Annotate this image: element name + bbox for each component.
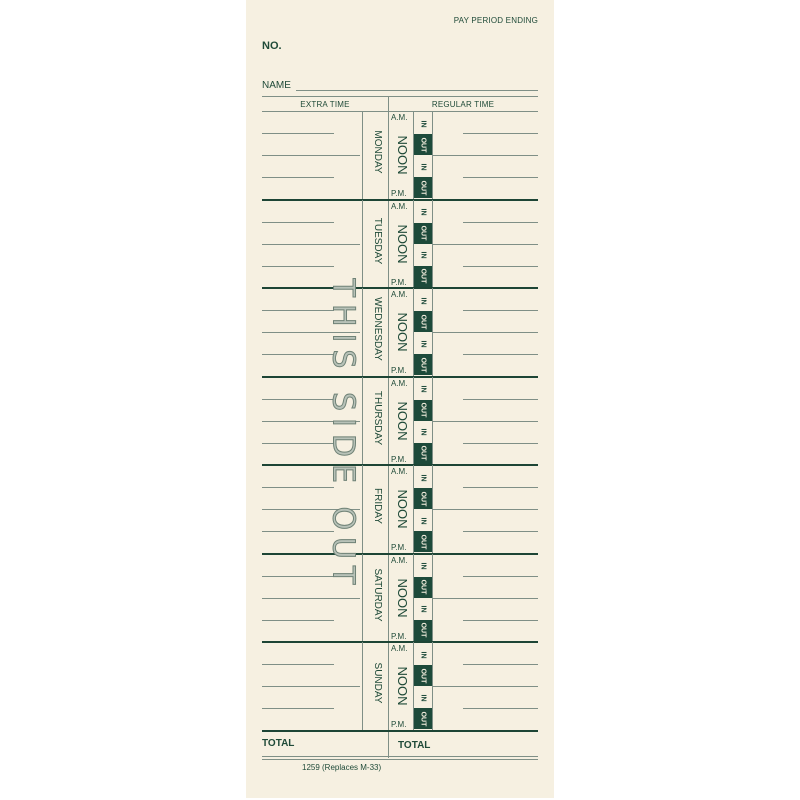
- day-label: WEDNESDAY: [372, 297, 383, 361]
- day-label: SATURDAY: [372, 568, 383, 621]
- day-row-friday: [246, 465, 554, 554]
- noon-label: NOON: [395, 578, 410, 617]
- regular-time-line[interactable]: [463, 664, 538, 665]
- out-slot: OUT: [414, 620, 432, 641]
- regular-time-line[interactable]: [463, 133, 538, 134]
- extra-time-header: EXTRA TIME: [300, 100, 350, 109]
- noon-label: NOON: [395, 666, 410, 706]
- regular-time-line[interactable]: [433, 509, 538, 510]
- day-label: MONDAY: [372, 130, 383, 174]
- regular-time-line[interactable]: [463, 620, 538, 621]
- regular-time-line[interactable]: [463, 399, 538, 400]
- in-slot: IN: [414, 510, 432, 531]
- divider: [262, 96, 538, 97]
- extra-time-line[interactable]: [262, 177, 334, 178]
- noon-label: NOON: [395, 489, 410, 529]
- pm-label: P.M.: [391, 631, 407, 641]
- out-slot: OUT: [414, 488, 432, 509]
- am-label: A.M.: [391, 467, 408, 476]
- day-label: TUESDAY: [372, 217, 383, 264]
- regular-time-line[interactable]: [463, 266, 538, 267]
- extra-time-line[interactable]: [262, 598, 360, 599]
- pm-label: P.M.: [391, 189, 407, 198]
- noon-label: NOON: [395, 135, 410, 175]
- out-slot: OUT: [414, 134, 432, 155]
- regular-time-line[interactable]: [463, 531, 538, 532]
- regular-time-line[interactable]: [433, 244, 538, 245]
- out-slot: OUT: [414, 223, 432, 244]
- regular-time-line[interactable]: [463, 708, 538, 709]
- in-slot: IN: [414, 556, 432, 577]
- divider: [362, 200, 363, 289]
- extra-total-label: TOTAL: [262, 738, 295, 749]
- pm-label: P.M.: [391, 454, 407, 464]
- form-number: 1259 (Replaces M-33): [302, 763, 382, 772]
- out-slot: OUT: [414, 311, 432, 332]
- noon-label: NOON: [395, 401, 410, 440]
- in-slot: IN: [414, 599, 432, 620]
- extra-time-line[interactable]: [262, 664, 334, 665]
- out-slot: OUT: [414, 577, 432, 598]
- regular-time-line[interactable]: [433, 332, 538, 333]
- name-label: NAME: [262, 80, 291, 91]
- in-slot: IN: [414, 290, 432, 311]
- divider: [262, 756, 538, 757]
- day-row-sunday: [246, 642, 554, 731]
- extra-time-line[interactable]: [262, 222, 334, 223]
- am-label: A.M.: [391, 113, 408, 122]
- in-slot: IN: [414, 379, 432, 400]
- pm-label: P.M.: [391, 277, 407, 287]
- pm-label: P.M.: [391, 720, 407, 729]
- extra-time-line[interactable]: [262, 708, 334, 709]
- am-label: A.M.: [391, 378, 408, 388]
- pm-label: P.M.: [391, 366, 407, 375]
- regular-total-label: TOTAL: [398, 740, 431, 751]
- day-label: THURSDAY: [372, 390, 383, 445]
- regular-time-line[interactable]: [433, 598, 538, 599]
- extra-time-line[interactable]: [262, 244, 360, 245]
- noon-label: NOON: [395, 312, 410, 352]
- day-row-tuesday: [246, 200, 554, 289]
- in-slot: IN: [414, 687, 432, 708]
- noon-label: NOON: [395, 224, 410, 263]
- out-slot: OUT: [414, 443, 432, 464]
- in-slot: IN: [414, 202, 432, 223]
- extra-time-line[interactable]: [262, 155, 360, 156]
- am-label: A.M.: [391, 644, 408, 653]
- regular-time-line[interactable]: [433, 686, 538, 687]
- day-label: FRIDAY: [372, 488, 383, 524]
- in-slot: IN: [414, 333, 432, 354]
- divider: [362, 111, 363, 200]
- out-slot: OUT: [414, 266, 432, 287]
- out-slot: OUT: [414, 400, 432, 421]
- am-label: A.M.: [391, 555, 408, 565]
- day-row-monday: [246, 111, 554, 200]
- day-row-thursday: [246, 377, 554, 466]
- day-row-wednesday: [246, 288, 554, 377]
- extra-time-line[interactable]: [262, 266, 334, 267]
- regular-time-line[interactable]: [433, 155, 538, 156]
- regular-time-line[interactable]: [463, 310, 538, 311]
- pay-period-ending-label: PAY PERIOD ENDING: [453, 16, 538, 25]
- day-label: SUNDAY: [372, 662, 383, 704]
- out-slot: OUT: [414, 354, 432, 375]
- this-side-out-watermark: THIS SIDE OUT: [325, 278, 361, 592]
- extra-time-line[interactable]: [262, 620, 334, 621]
- name-field-line[interactable]: [296, 90, 538, 91]
- in-slot: IN: [414, 156, 432, 177]
- pm-label: P.M.: [391, 543, 407, 552]
- am-label: A.M.: [391, 201, 408, 211]
- divider: [262, 759, 538, 760]
- regular-time-line[interactable]: [463, 177, 538, 178]
- am-label: A.M.: [391, 290, 408, 299]
- in-slot: IN: [414, 467, 432, 488]
- regular-time-header: REGULAR TIME: [431, 100, 495, 109]
- number-label: NO.: [262, 40, 282, 52]
- in-slot: IN: [414, 422, 432, 443]
- out-slot: OUT: [414, 665, 432, 686]
- regular-time-line[interactable]: [433, 421, 538, 422]
- in-slot: IN: [414, 113, 432, 134]
- regular-time-line[interactable]: [463, 354, 538, 355]
- out-slot: OUT: [414, 531, 432, 552]
- regular-time-line[interactable]: [463, 487, 538, 488]
- divider: [362, 642, 363, 731]
- regular-time-line[interactable]: [463, 222, 538, 223]
- day-row-saturday: [246, 554, 554, 643]
- in-slot: IN: [414, 644, 432, 665]
- out-slot: OUT: [414, 177, 432, 198]
- in-slot: IN: [414, 245, 432, 266]
- extra-time-line[interactable]: [262, 133, 334, 134]
- time-card: [246, 0, 554, 798]
- regular-time-line[interactable]: [463, 576, 538, 577]
- out-slot: OUT: [414, 708, 432, 729]
- regular-time-line[interactable]: [463, 443, 538, 444]
- day-separator: [262, 730, 538, 732]
- extra-time-line[interactable]: [262, 686, 360, 687]
